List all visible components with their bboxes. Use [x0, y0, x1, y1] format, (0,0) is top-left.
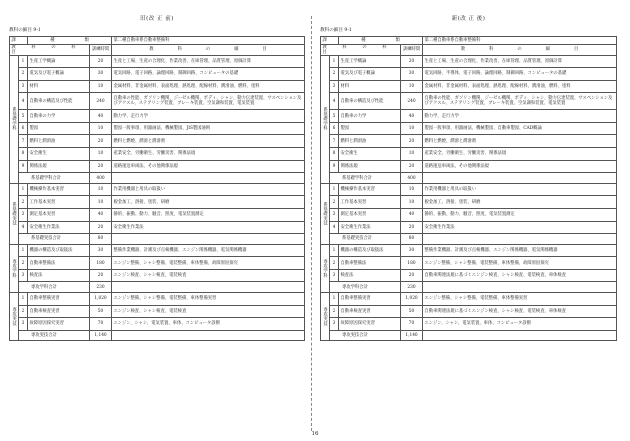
- subject-name: 機械操作基本実習: [28, 183, 90, 196]
- row-number: 6: [330, 122, 339, 135]
- row-number: 2: [330, 305, 339, 318]
- training-hours: 10: [401, 122, 423, 135]
- category-label: 系基礎学科: [11, 107, 17, 131]
- subject-name: 自動車の力学: [28, 110, 90, 123]
- category-label: 系基礎実技: [322, 201, 328, 226]
- row-number: 3: [330, 318, 339, 331]
- subject-name: 故障原因探究実習: [28, 318, 90, 331]
- training-hours: 30: [401, 68, 423, 81]
- table-row: [321, 110, 617, 123]
- header-row-columns: [10, 44, 305, 55]
- course-name: 第二種自動車系自動車整備科: [423, 37, 617, 45]
- training-hours: 180: [90, 257, 112, 270]
- new-version-table: [320, 36, 617, 341]
- subtotal-row: [321, 234, 617, 245]
- subtotal-row: [10, 173, 305, 184]
- header-content-label: [112, 44, 305, 55]
- header-text: 科: [71, 44, 76, 50]
- subtotal-blank: [423, 173, 617, 184]
- row-number: 3: [330, 269, 339, 282]
- header-text: 類: [84, 37, 89, 43]
- training-hours: 20: [90, 135, 112, 148]
- subject-details: 金属材料、非金属材料、表面処理、熱処理、配線材料、潤滑油、燃料、塗料: [112, 80, 305, 93]
- header-text: の: [362, 44, 371, 50]
- row-number: 2: [330, 257, 339, 270]
- subtotal-hours: 80: [90, 234, 112, 245]
- row-number: 1: [19, 244, 28, 257]
- subject-name: 故障原因探究実習: [339, 318, 401, 331]
- header-course-label: [321, 37, 339, 45]
- row-number: 1: [330, 183, 339, 196]
- category-cell: [10, 292, 19, 340]
- header-subject-label: [321, 44, 401, 55]
- header-text: 教: [322, 44, 331, 50]
- training-hours: 20: [401, 135, 423, 148]
- header-text: 科: [31, 44, 40, 50]
- row-number: 4: [330, 93, 339, 110]
- training-hours: 1,020: [90, 292, 112, 305]
- subject-name: 製図: [339, 122, 401, 135]
- subject-details: 自動車の性能、ガソリン機関、ジーゼル機関、ボディ、シャシ、動力伝達装置、サスペンション及びアクスル、ステアリング装置、ブレーキ装置、空気調和装置、電気装置: [112, 93, 305, 110]
- old-version-title: 旧(改 正 前): [140, 16, 174, 22]
- table-row: [321, 183, 617, 196]
- subject-name: 自動車整備法: [28, 257, 90, 270]
- row-number: 3: [330, 80, 339, 93]
- row-number: 2: [19, 257, 28, 270]
- header-text: の: [205, 47, 211, 52]
- header-text: 目: [322, 49, 327, 55]
- training-hours: 10: [401, 183, 423, 196]
- subject-name: 生産工学概論: [339, 55, 401, 68]
- category-label: 専攻学科: [322, 258, 328, 278]
- row-number: 3: [330, 208, 339, 221]
- training-hours: 30: [90, 68, 112, 81]
- table-row: [10, 269, 305, 282]
- row-number: 1: [19, 292, 28, 305]
- subtotal-hours: 230: [90, 282, 112, 293]
- category-cell: [10, 55, 19, 183]
- subtotal-blank: [112, 330, 305, 341]
- header-text: 課: [322, 37, 327, 43]
- training-hours: 70: [401, 318, 423, 331]
- subtotal-row: [321, 173, 617, 184]
- subject-name: 電気及び電子概論: [339, 68, 401, 81]
- category-label: 専攻実技: [11, 307, 17, 326]
- subject-details: 金属材料、非金属材料、表面処理、熱処理、配線材料、潤滑油、燃料、塗料: [423, 80, 617, 93]
- table-row: [321, 269, 617, 282]
- subject-details: エンジン整備、シャシ整備、電装整備、車体整備実習: [423, 292, 617, 305]
- subtotal-label: 系基礎学科合計: [19, 173, 90, 184]
- subtotal-row: [10, 330, 305, 341]
- subject-name: 機器の構造及び取扱法: [339, 244, 401, 257]
- row-number: 4: [330, 221, 339, 234]
- table-row: [321, 68, 617, 81]
- subject-name: 測定基本実習: [339, 208, 401, 221]
- subject-details: 生産と工場、生産の合理化、作業改善、在庫管理、品質管理、原価計算: [423, 55, 617, 68]
- table-row: [10, 318, 305, 331]
- subject-name: 安全衛生作業法: [339, 221, 401, 234]
- table-row: [10, 160, 305, 173]
- table-row: [10, 93, 305, 110]
- subject-name: 関係法規: [339, 160, 401, 173]
- subject-details: 板金加工、溶接、塗装、研磨: [423, 196, 617, 209]
- training-hours: 20: [401, 221, 423, 234]
- table-row: [321, 148, 617, 161]
- training-hours: 20: [90, 221, 112, 234]
- subject-name: 自動車の構造及び性能: [339, 93, 401, 110]
- row-number: 2: [330, 196, 339, 209]
- header-text: 科: [342, 44, 351, 50]
- table-row: [321, 221, 617, 234]
- training-hours: 20: [401, 160, 423, 173]
- subject-details: エンジン、シャシ、電気装置、車体、コンピュータ診断: [112, 318, 305, 331]
- subject-name: 自動車の構造及び性能: [28, 93, 90, 110]
- table-row: [321, 244, 617, 257]
- subject-details: 燃料と燃焼、潤滑と潤滑剤: [423, 135, 617, 148]
- table-row: [321, 196, 617, 209]
- header-text: の: [517, 47, 522, 52]
- subtotal-hours: 80: [401, 234, 423, 245]
- header-text: 目: [262, 47, 267, 52]
- subject-name: 機器の構造及び取扱法: [28, 244, 90, 257]
- new-version-title: 新(改 正 後): [451, 16, 486, 22]
- table-row: [321, 292, 617, 305]
- subject-details: 製図一般事項、用器画法、機械製図、自動車製図、CAD概論: [423, 122, 617, 135]
- subject-details: 道路運送車両法、その他関係法規: [112, 160, 305, 173]
- subject-name: 材料: [28, 80, 90, 93]
- table-row: [321, 305, 617, 318]
- subtotal-hours: 1,140: [90, 330, 112, 341]
- subtotal-blank: [423, 282, 617, 293]
- table-row: [321, 318, 617, 331]
- subtotal-label: 専攻実技合計: [330, 330, 401, 341]
- subtotal-hours: 400: [90, 173, 112, 184]
- row-number: 3: [19, 208, 28, 221]
- row-number: 7: [19, 135, 28, 148]
- row-number: 8: [19, 148, 28, 161]
- header-text: の: [51, 44, 60, 50]
- training-hours: 30: [401, 244, 423, 257]
- header-text: 科: [177, 47, 182, 52]
- row-number: 3: [19, 80, 28, 93]
- subject-details: 産業安全、労働衛生、労働災害、関係法規: [423, 148, 617, 161]
- subtotal-label: 専攻学科合計: [19, 282, 90, 293]
- subtotal-blank: [423, 234, 617, 245]
- training-hours: 50: [401, 305, 423, 318]
- subtotal-label: 系基礎実技合計: [330, 234, 401, 245]
- header-text: 科: [382, 44, 387, 50]
- subject-name: 検査法: [28, 269, 90, 282]
- training-hours: 10: [401, 80, 423, 93]
- subject-name: 製図: [28, 122, 90, 135]
- row-number: 2: [19, 68, 28, 81]
- training-hours: 50: [90, 305, 112, 318]
- table-row: [321, 55, 617, 68]
- table-row: [10, 244, 305, 257]
- table-row: [321, 208, 617, 221]
- row-number: 7: [330, 135, 339, 148]
- subject-name: 自動車の力学: [339, 110, 401, 123]
- old-version-meta: 教科の細目 9-1: [9, 28, 41, 33]
- table-row: [321, 122, 617, 135]
- subject-name: 検査法: [339, 269, 401, 282]
- training-hours: 40: [401, 208, 423, 221]
- header-hours-label: 訓練時間: [90, 44, 112, 55]
- subject-name: 生産工学概論: [28, 55, 90, 68]
- subject-details: エンジン検査、シャシ検査、電装検査: [112, 305, 305, 318]
- table-row: [10, 80, 305, 93]
- header-row-course: [10, 37, 305, 45]
- category-cell: [10, 244, 19, 292]
- new-version-meta: 教科の細目 9-1: [320, 28, 352, 33]
- training-hours: 10: [401, 196, 423, 209]
- subtotal-row: [321, 330, 617, 341]
- header-type-label: [339, 37, 423, 45]
- subject-details: 作業用機器と用具の取扱い: [423, 183, 617, 196]
- row-number: 8: [330, 148, 339, 161]
- subtotal-hours: 230: [401, 282, 423, 293]
- table-row: [10, 122, 305, 135]
- subtotal-blank: [112, 234, 305, 245]
- header-text: 教: [149, 47, 154, 52]
- row-number: 4: [19, 221, 28, 234]
- training-hours: 20: [90, 55, 112, 68]
- training-hours: 10: [90, 196, 112, 209]
- column-divider: [311, 16, 312, 431]
- header-text: 細: [545, 47, 550, 52]
- subject-details: 自動車関連法規に基づくエンジン検査、シャシ検査、電装検査、車体検査: [423, 305, 617, 318]
- subject-details: エンジン整備、シャシ整備、電装整備、車体整備、故障原因探究: [423, 257, 617, 270]
- training-hours: 10: [401, 148, 423, 161]
- training-hours: 40: [401, 110, 423, 123]
- training-hours: 1,020: [401, 292, 423, 305]
- training-hours: 10: [90, 80, 112, 93]
- row-number: 9: [330, 160, 339, 173]
- training-hours: 240: [401, 93, 423, 110]
- subtotal-row: [10, 282, 305, 293]
- header-text: 教: [11, 44, 20, 50]
- subject-name: 工作基本実習: [339, 196, 401, 209]
- category-cell: [321, 244, 330, 292]
- subtotal-label: 系基礎実技合計: [19, 234, 90, 245]
- category-cell: [321, 292, 330, 340]
- row-number: 2: [19, 305, 28, 318]
- training-hours: 20: [90, 160, 112, 173]
- subject-details: エンジン整備、シャシ整備、電装整備、車体整備、故障原因探究: [112, 257, 305, 270]
- subject-details: 整備作業機器、計測及び点検機器、エンジン関係機器、電気関係機器: [423, 244, 617, 257]
- training-hours: 20: [401, 55, 423, 68]
- subject-details: 電気回路、電子回路、論理回路、制御回路、コンピュータの基礎: [112, 68, 305, 81]
- training-hours: 70: [90, 318, 112, 331]
- subject-name: 工作基本実習: [28, 196, 90, 209]
- course-name: 第二種自動車系自動車整備科: [112, 37, 305, 45]
- table-row: [10, 135, 305, 148]
- row-number: 4: [19, 93, 28, 110]
- table-row: [10, 208, 305, 221]
- row-number: 5: [19, 110, 28, 123]
- row-number: 9: [19, 160, 28, 173]
- subtotal-blank: [112, 282, 305, 293]
- header-text: 細: [234, 47, 239, 52]
- subject-name: 安全衛生: [28, 148, 90, 161]
- row-number: 1: [19, 183, 28, 196]
- header-content-label: [423, 44, 617, 55]
- header-row-columns: [321, 44, 617, 55]
- header-course-label: [10, 37, 28, 45]
- header-text: 種: [50, 37, 55, 43]
- subject-details: エンジン、シャシ、電気装置、車体、コンピュータ診断: [423, 318, 617, 331]
- subtotal-blank: [423, 330, 617, 341]
- subject-name: 安全衛生: [339, 148, 401, 161]
- subject-details: 板金加工、溶接、塗装、研磨: [112, 196, 305, 209]
- row-number: 1: [330, 244, 339, 257]
- table-row: [321, 257, 617, 270]
- row-number: 3: [19, 318, 28, 331]
- table-row: [10, 257, 305, 270]
- subject-details: 静的、振動、動力、騒音、照度、電気装置測定: [423, 208, 617, 221]
- subject-name: 自動車整備実習: [339, 292, 401, 305]
- header-type-label: [28, 37, 112, 45]
- subject-name: 材料: [339, 80, 401, 93]
- category-cell: [321, 55, 330, 183]
- training-hours: 10: [90, 122, 112, 135]
- subject-name: 測定基本実習: [28, 208, 90, 221]
- subject-name: 機械操作基本実習: [339, 183, 401, 196]
- old-version-table: [9, 36, 305, 341]
- header-hours-label: 訓練時間: [401, 44, 423, 55]
- row-number: 1: [330, 55, 339, 68]
- training-hours: 20: [90, 269, 112, 282]
- header-text: 教: [460, 47, 466, 52]
- subject-details: 安全衛生作業法: [112, 221, 305, 234]
- subject-details: 自動車関連法規に基づくエンジン検査、シャシ検査、電装検査、車体検査: [423, 269, 617, 282]
- category-cell: [321, 183, 330, 244]
- training-hours: 40: [90, 208, 112, 221]
- table-row: [10, 292, 305, 305]
- category-label: 専攻実技: [322, 307, 328, 326]
- subject-details: 電気回路、半導体、電子回路、論理回路、制御回路、コンピュータの基礎: [423, 68, 617, 81]
- row-number: 2: [19, 196, 28, 209]
- subject-details: 燃料と燃焼、潤滑と潤滑剤: [112, 135, 305, 148]
- category-label: 専攻学科: [11, 258, 17, 278]
- row-number: 6: [19, 122, 28, 135]
- table-row: [10, 183, 305, 196]
- subject-name: 自動車整備実習: [28, 292, 90, 305]
- category-label: 系基礎実技: [11, 201, 17, 226]
- subject-name: 関係法規: [28, 160, 90, 173]
- row-number: 1: [19, 55, 28, 68]
- subject-details: 道路運送車両法、その他関係法規: [423, 160, 617, 173]
- header-text: 目: [573, 47, 579, 52]
- category-cell: [10, 183, 19, 244]
- header-text: 種: [361, 37, 366, 43]
- subject-details: 自動車の性能、ガソリン機関、ジーゼル機関、ボディ、シャシ、動力伝達装置、サスペンション及びアクスル、ステアリング装置、ブレーキ装置、空気調和装置、電気装置: [423, 93, 617, 110]
- subject-name: 燃料と潤滑油: [339, 135, 401, 148]
- subject-name: 自動車整備法: [339, 257, 401, 270]
- subtotal-label: 専攻実技合計: [19, 330, 90, 341]
- subtotal-label: 専攻学科合計: [330, 282, 401, 293]
- training-hours: 10: [90, 183, 112, 196]
- subject-details: 生産と工場、生産の合理化、作業改善、在庫管理、品質管理、原価計算: [112, 55, 305, 68]
- training-hours: 20: [401, 269, 423, 282]
- subtotal-row: [10, 234, 305, 245]
- training-hours: 240: [90, 93, 112, 110]
- header-text: 類: [395, 37, 400, 43]
- category-label: 系基礎学科: [322, 107, 328, 131]
- header-text: 科: [489, 47, 494, 52]
- table-row: [321, 160, 617, 173]
- row-number: 2: [330, 68, 339, 81]
- header-text: 課: [11, 37, 16, 43]
- subject-name: 燃料と潤滑油: [28, 135, 90, 148]
- subtotal-label: 系基礎学科合計: [330, 173, 401, 184]
- row-number: 1: [330, 292, 339, 305]
- row-number: 3: [19, 269, 28, 282]
- subject-details: 製図一般事項、用器画法、機械製図、JIS製図通則: [112, 122, 305, 135]
- subtotal-row: [321, 282, 617, 293]
- table-row: [10, 68, 305, 81]
- subject-details: 作業用機器と用具の取扱い: [112, 183, 305, 196]
- table-row: [321, 80, 617, 93]
- subject-details: 安全衛生作業法: [423, 221, 617, 234]
- subject-details: エンジン整備、シャシ整備、電装整備、車体整備実習: [112, 292, 305, 305]
- subject-details: 整備作業機器、計測及び点検機器、エンジン関係機器、電気関係機器: [112, 244, 305, 257]
- row-number: 5: [330, 110, 339, 123]
- subject-name: 電気及び電子概論: [28, 68, 90, 81]
- subtotal-hours: 1,140: [401, 330, 423, 341]
- subtotal-blank: [112, 173, 305, 184]
- subject-details: 静的、振動、動力、騒音、照度、電気装置測定: [112, 208, 305, 221]
- subtotal-hours: 400: [401, 173, 423, 184]
- training-hours: 10: [90, 148, 112, 161]
- table-row: [10, 55, 305, 68]
- subject-details: 動力学、走行力学: [423, 110, 617, 123]
- subject-details: 動力学、走行力学: [112, 110, 305, 123]
- header-subject-label: [10, 44, 90, 55]
- table-row: [10, 305, 305, 318]
- subject-details: エンジン検査、シャシ検査、電装検査: [112, 269, 305, 282]
- table-row: [10, 148, 305, 161]
- table-row: [10, 196, 305, 209]
- training-hours: 40: [90, 110, 112, 123]
- subject-name: 安全衛生作業法: [28, 221, 90, 234]
- header-text: 目: [11, 49, 16, 55]
- table-row: [321, 135, 617, 148]
- header-row-course: [321, 37, 617, 45]
- training-hours: 30: [90, 244, 112, 257]
- page-number: 16: [311, 431, 319, 437]
- table-row: [10, 110, 305, 123]
- subject-name: 自動車検査実習: [28, 305, 90, 318]
- subject-details: 産業安全、労働衛生、労働災害、関係法規: [112, 148, 305, 161]
- training-hours: 180: [401, 257, 423, 270]
- subject-name: 自動車検査実習: [339, 305, 401, 318]
- table-row: [321, 93, 617, 110]
- table-row: [10, 221, 305, 234]
